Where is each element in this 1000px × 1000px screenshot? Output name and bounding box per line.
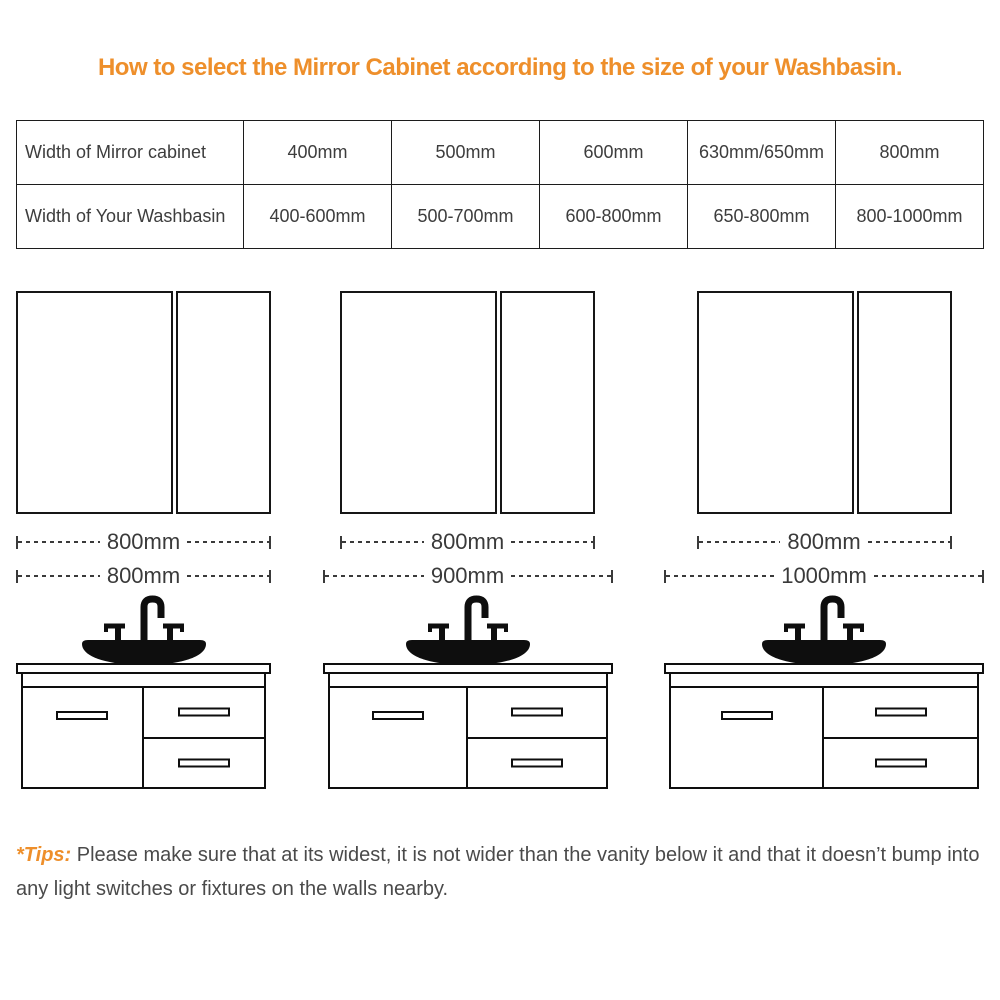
row-header-washbasin: Width of Your Washbasin <box>17 185 244 249</box>
vanity-drawer-stack <box>144 688 265 787</box>
basin-bowl <box>82 640 206 665</box>
table-row-mirror-cabinet <box>17 121 984 185</box>
tips-text: Please make sure that at its widest, it is not wider than the vanity below it and that it doesn’t bump into any light switches or fixtures on the walls nearby. <box>16 844 980 900</box>
cell-cabinet-width-3: 600mm <box>540 121 688 185</box>
vanity-top-rail <box>330 674 606 688</box>
drawer-handle <box>875 758 927 767</box>
vanity-body <box>21 674 266 789</box>
dim-dash <box>868 541 950 543</box>
drawer-handle <box>875 708 927 717</box>
dim-dash <box>666 575 774 577</box>
cabinet-width-dimension <box>697 529 952 555</box>
cabinet-width-dimension <box>340 529 595 555</box>
drawer-handle <box>511 708 563 717</box>
dim-dash <box>187 575 269 577</box>
vanity-drawer <box>468 739 606 788</box>
door-handle <box>56 711 108 720</box>
table-row-washbasin <box>17 185 984 249</box>
cabinet-width-label: 800mm <box>106 529 181 554</box>
dim-dash <box>18 575 100 577</box>
basin-bowl <box>406 640 530 665</box>
cell-washbasin-range-5: 800-1000mm <box>836 185 984 249</box>
mirror-cabinet-left-door <box>16 291 173 514</box>
diagram-unit-2 <box>323 291 613 789</box>
vanity-width-label: 800mm <box>106 563 181 588</box>
vanity-door <box>330 688 468 787</box>
cell-cabinet-width-2: 500mm <box>392 121 540 185</box>
dim-dash <box>511 575 610 577</box>
cell-cabinet-width-4: 630mm/650mm <box>688 121 836 185</box>
basin-bowl <box>762 640 886 665</box>
cabinet-width-label: 800mm <box>787 529 861 554</box>
vanity-width-dimension <box>16 563 271 589</box>
door-handle <box>721 711 773 720</box>
vanity-door <box>671 688 824 787</box>
dim-tick <box>950 536 952 549</box>
vanity-drawer-stack <box>824 688 977 787</box>
mirror-cabinet-drawing <box>697 291 952 514</box>
washbasin-faucet-icon <box>79 595 209 667</box>
cell-cabinet-width-1: 400mm <box>244 121 392 185</box>
diagram-unit-3 <box>664 291 984 789</box>
vanity-top-rail <box>23 674 264 688</box>
diagram-unit-1 <box>16 291 271 789</box>
washbasin-faucet-icon <box>759 595 889 667</box>
cell-cabinet-width-5: 800mm <box>836 121 984 185</box>
vanity-drawer <box>144 739 265 788</box>
vanity-width-dimension <box>323 563 613 589</box>
mirror-cabinet-drawing <box>340 291 595 514</box>
size-table <box>16 120 984 249</box>
cell-washbasin-range-4: 650-800mm <box>688 185 836 249</box>
door-handle <box>372 711 424 720</box>
vanity-drawer-stack <box>468 688 606 787</box>
mirror-cabinet-right-door <box>176 291 271 514</box>
mirror-cabinet-right-door <box>857 291 952 514</box>
dim-tick <box>593 536 595 549</box>
drawer-handle <box>178 758 230 767</box>
mirror-cabinet-left-door <box>697 291 854 514</box>
page-title: How to select the Mirror Cabinet according to the size of your Washbasin. <box>97 54 903 81</box>
vanity-drawing <box>323 595 613 789</box>
washbasin-faucet-icon <box>403 595 533 667</box>
vanity-drawer <box>824 688 977 739</box>
tips-label: *Tips: <box>16 844 72 866</box>
vanity-drawing <box>16 595 271 789</box>
vanity-drawer <box>824 739 977 788</box>
dim-tick <box>982 570 984 583</box>
dim-dash <box>187 541 269 543</box>
vanity-body <box>669 674 979 789</box>
vanity-top-rail <box>671 674 977 688</box>
dim-dash <box>511 541 593 543</box>
cabinet-width-dimension <box>16 529 271 555</box>
mirror-cabinet-left-door <box>340 291 497 514</box>
dim-tick <box>269 536 271 549</box>
mirror-cabinet-right-door <box>500 291 595 514</box>
cell-washbasin-range-3: 600-800mm <box>540 185 688 249</box>
cell-washbasin-range-2: 500-700mm <box>392 185 540 249</box>
tips-note <box>16 838 984 906</box>
drawer-handle <box>511 758 563 767</box>
vanity-drawing <box>664 595 984 789</box>
vanity-door <box>23 688 144 787</box>
cell-washbasin-range-1: 400-600mm <box>244 185 392 249</box>
dim-dash <box>325 575 424 577</box>
cabinet-width-label: 800mm <box>430 529 505 554</box>
drawer-handle <box>178 708 230 717</box>
vanity-width-label: 1000mm <box>781 563 867 588</box>
dim-dash <box>342 541 424 543</box>
vanity-drawer <box>144 688 265 739</box>
vanity-width-label: 900mm <box>430 563 505 588</box>
dim-tick <box>611 570 613 583</box>
dim-dash <box>699 541 781 543</box>
vanity-drawer <box>468 688 606 739</box>
dim-dash <box>18 541 100 543</box>
dim-dash <box>874 575 982 577</box>
vanity-body <box>328 674 608 789</box>
row-header-mirror-cabinet: Width of Mirror cabinet <box>17 121 244 185</box>
mirror-cabinet-drawing <box>16 291 271 514</box>
vanity-width-dimension <box>664 563 984 589</box>
diagram-row <box>16 291 984 789</box>
dim-tick <box>269 570 271 583</box>
